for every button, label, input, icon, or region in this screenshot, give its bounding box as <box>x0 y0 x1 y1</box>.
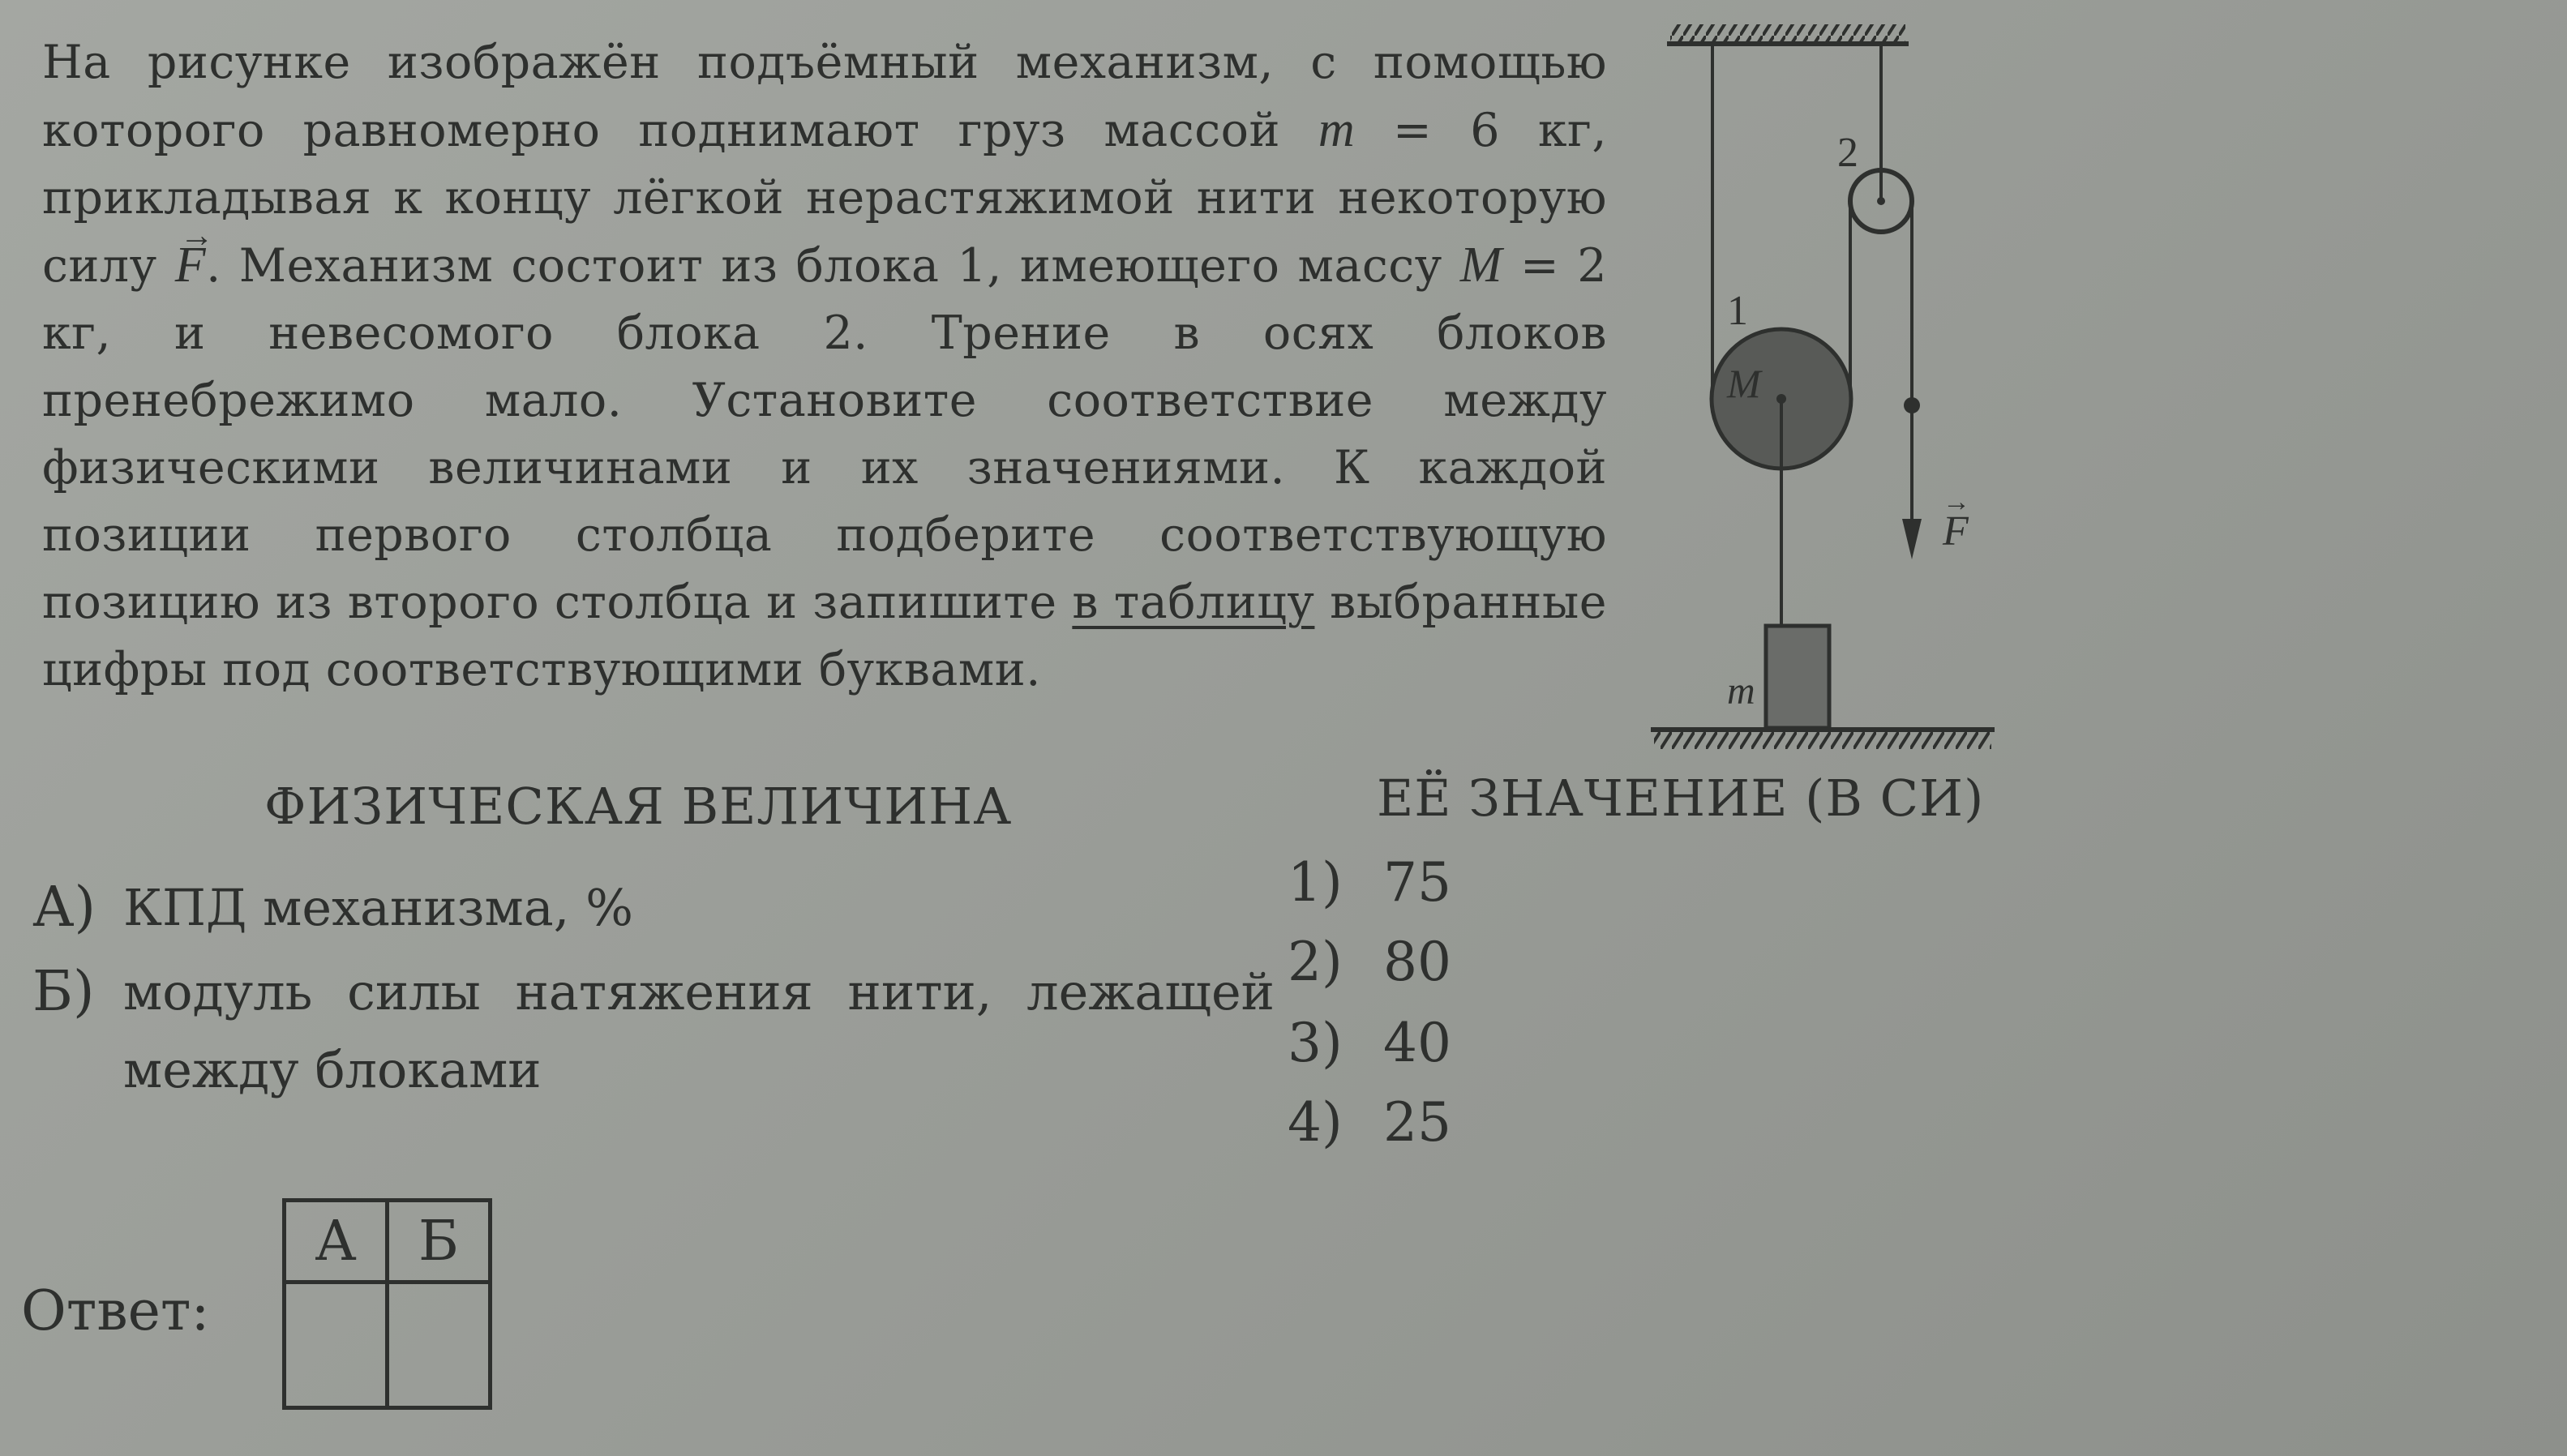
option-value: 75 <box>1383 851 1451 914</box>
quantity-text: КПД механизма, % <box>123 878 633 937</box>
option-value: 40 <box>1383 1012 1451 1074</box>
option-3 <box>1288 1012 1451 1074</box>
option-value: 25 <box>1383 1091 1451 1154</box>
option-2 <box>1288 931 1451 993</box>
quantity-a <box>32 869 1265 950</box>
problem-text <box>42 29 1607 704</box>
quantity-letter: Б) <box>32 960 95 1024</box>
option-4 <box>1288 1091 1451 1154</box>
option-number: 3) <box>1288 1012 1343 1074</box>
block-2-axle <box>1877 197 1885 205</box>
block-1-label: 1 <box>1727 288 1748 334</box>
table-reference: в таблицу <box>1072 576 1315 629</box>
answer-header-a: А <box>285 1201 388 1283</box>
force-label: F <box>1943 508 1969 555</box>
right-column-header: ЕЁ ЗНАЧЕНИЕ (В СИ) <box>1377 769 1985 828</box>
force-vector-mark: → <box>1943 487 1970 517</box>
block-mass-value: = 2 кг, и невесомого блока 2. Трение в осях блоков пренебрежимо мало. Установите соответствие между физическими величинами и их значениями. К каждой позиции первого столбца подберите соответствующую позицию из второго столбца и запишите <box>42 239 1607 629</box>
option-number: 2) <box>1288 931 1343 993</box>
problem-text-part: . Механизм состоит из блока 1, имеющего массу <box>206 239 1460 293</box>
option-value: 80 <box>1383 931 1451 993</box>
option-1 <box>1288 851 1451 914</box>
problem-text-part: выбранные цифры под соответствующими буквами. <box>42 576 1607 696</box>
answer-header-b: Б <box>388 1201 491 1283</box>
block-2-label: 2 <box>1837 130 1858 176</box>
force-symbol: → F <box>175 232 206 299</box>
quantity-b <box>32 953 1275 1116</box>
answer-label: Ответ: <box>21 1279 210 1343</box>
answer-table <box>282 1198 492 1410</box>
mass-symbol: m <box>1318 102 1356 157</box>
weight-label: m <box>1727 670 1755 713</box>
answer-cell-b[interactable] <box>388 1283 491 1408</box>
mass-value: = 6 кг, прикладывая к концу лёгкой нерастяжимой нити некоторую силу <box>42 104 1607 293</box>
block-mass-symbol: M <box>1459 238 1502 293</box>
block-1-mass-label: M <box>1727 361 1761 406</box>
answer-cell-a[interactable] <box>285 1283 388 1408</box>
pulley-figure <box>1638 0 2027 778</box>
problem-text-part: На рисунке изображён подъёмный механизм, с помощью которого равномерно поднимают груз массой <box>42 36 1607 157</box>
floor-hatch <box>1654 731 1991 749</box>
weight <box>1766 626 1829 728</box>
quantity-text: модуль силы натяжения нити, лежащей между блоками <box>123 962 1275 1099</box>
option-number: 1) <box>1288 851 1343 914</box>
force-arrow-head <box>1902 519 1922 559</box>
option-number: 4) <box>1288 1091 1343 1154</box>
left-column-header: ФИЗИЧЕСКАЯ ВЕЛИЧИНА <box>264 777 1013 836</box>
ceiling-hatch <box>1670 24 1905 42</box>
quantity-letter: А) <box>32 876 96 940</box>
